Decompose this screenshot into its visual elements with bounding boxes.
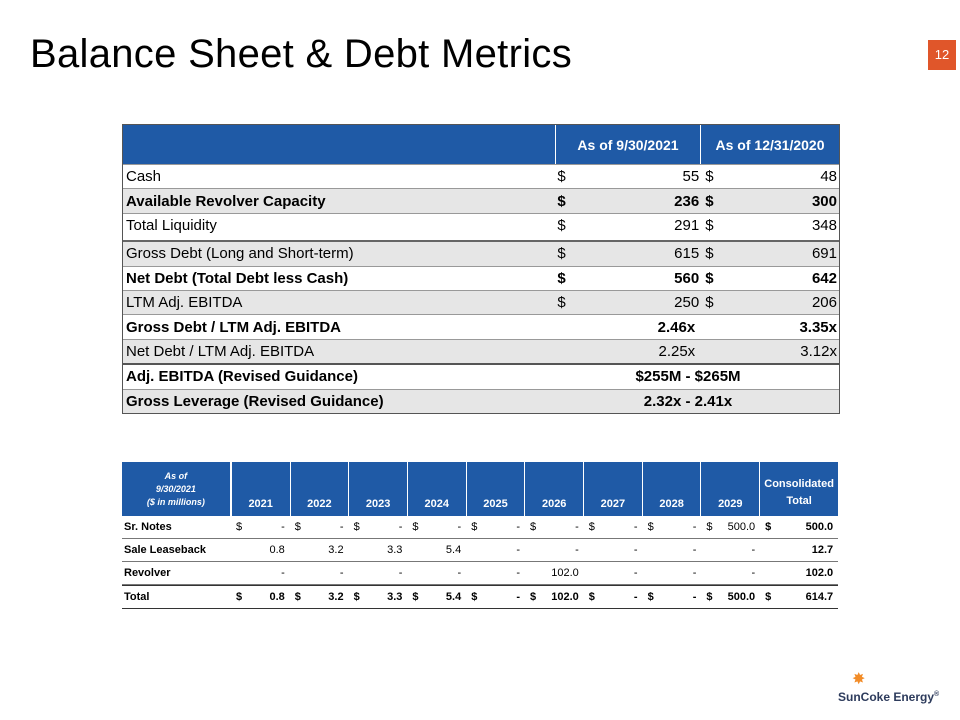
table-row bbox=[123, 164, 839, 188]
year-cell bbox=[524, 567, 583, 579]
value-2021: 560 bbox=[674, 269, 700, 287]
currency-symbol: $ bbox=[529, 591, 537, 603]
year-cell bbox=[465, 544, 524, 556]
consolidated-total-cell bbox=[759, 567, 837, 579]
cell-value: 102.0 bbox=[551, 567, 579, 579]
currency-symbol: $ bbox=[647, 521, 654, 533]
year-cell bbox=[348, 544, 407, 556]
cell-value: - bbox=[339, 567, 344, 579]
year-header: 2022 bbox=[291, 462, 350, 516]
value-2021: 55 bbox=[682, 168, 700, 186]
debt-maturity-table bbox=[122, 462, 838, 609]
row-label: Total bbox=[124, 591, 150, 603]
cell-value: 0.8 bbox=[269, 544, 285, 556]
consolidated-total-cell bbox=[759, 591, 837, 603]
currency-symbol: $ bbox=[353, 521, 360, 533]
currency-symbol: $ bbox=[557, 192, 566, 210]
currency-symbol: $ bbox=[705, 216, 714, 234]
cell-value: 3.2 bbox=[328, 544, 344, 556]
year-cell bbox=[700, 591, 759, 603]
year-cell bbox=[348, 521, 407, 533]
value-2020: 691 bbox=[811, 245, 837, 263]
cell-value: - bbox=[281, 521, 285, 533]
year-cell bbox=[524, 521, 583, 533]
cell-value: - bbox=[692, 567, 697, 579]
row-label: Cash bbox=[126, 168, 162, 186]
page-title: Balance Sheet & Debt Metrics bbox=[30, 32, 572, 76]
year-cell bbox=[289, 567, 348, 579]
value-2021: 2.25x bbox=[658, 342, 696, 360]
value-2021: 615 bbox=[674, 245, 700, 263]
cell-value: - bbox=[516, 544, 520, 556]
currency-symbol: $ bbox=[588, 591, 595, 603]
cell-value: - bbox=[516, 567, 520, 579]
currency-symbol: $ bbox=[705, 294, 714, 312]
table-row bbox=[122, 562, 838, 585]
cell-value: - bbox=[751, 567, 756, 579]
row-label: Net Debt / LTM Adj. EBITDA bbox=[126, 342, 315, 360]
year-cell bbox=[700, 544, 759, 556]
currency-symbol: $ bbox=[353, 591, 360, 603]
cell-value: - bbox=[457, 521, 462, 533]
year-cell bbox=[642, 544, 701, 556]
value-2021: 250 bbox=[674, 294, 700, 312]
value-2020: 48 bbox=[820, 168, 837, 186]
cell-value: 500.0 bbox=[727, 521, 756, 533]
registered-mark: ® bbox=[934, 691, 940, 698]
cell-value: - bbox=[398, 567, 403, 579]
currency-symbol: $ bbox=[412, 521, 419, 533]
currency-symbol: $ bbox=[236, 521, 243, 533]
cell-value: - bbox=[516, 521, 520, 533]
currency-symbol: $ bbox=[765, 591, 772, 603]
cell-value: 3.2 bbox=[328, 591, 344, 603]
table-row bbox=[123, 339, 839, 363]
guidance-value: $255M - $265M bbox=[635, 368, 741, 386]
year-header: 2028 bbox=[643, 462, 702, 516]
year-cell bbox=[465, 521, 524, 533]
row-label: Revolver bbox=[124, 567, 171, 579]
cell-value: - bbox=[575, 544, 579, 556]
guidance-label: Gross Leverage (Revised Guidance) bbox=[126, 392, 384, 410]
value-2020: 3.12x bbox=[800, 342, 837, 360]
table-row bbox=[122, 539, 838, 562]
asof-line: As of bbox=[164, 470, 188, 481]
cell-value: 0.8 bbox=[269, 591, 285, 603]
year-header: 2024 bbox=[408, 462, 467, 516]
currency-symbol: $ bbox=[557, 168, 566, 186]
header-col-2021: As of 9/30/2021 bbox=[555, 125, 700, 164]
cell-value: - bbox=[633, 591, 638, 603]
cell-value: 5.4 bbox=[445, 591, 462, 603]
value-2020: 3.35x bbox=[799, 318, 837, 336]
suncoke-logo bbox=[838, 672, 942, 712]
total-line: Total bbox=[786, 495, 812, 507]
cell-value: 3.3 bbox=[387, 591, 403, 603]
table-row bbox=[123, 188, 839, 212]
table-row bbox=[123, 266, 839, 290]
cell-value: - bbox=[633, 567, 638, 579]
cell-value: - bbox=[692, 521, 697, 533]
year-cell bbox=[406, 544, 465, 556]
currency-symbol: $ bbox=[529, 521, 537, 533]
year-cell bbox=[230, 521, 289, 533]
year-cell bbox=[289, 544, 348, 556]
header-blank-cell bbox=[123, 125, 555, 164]
row-label: Sale Leaseback bbox=[124, 544, 206, 556]
year-cell bbox=[642, 521, 701, 533]
currency-symbol: $ bbox=[294, 521, 301, 533]
currency-symbol: $ bbox=[236, 591, 243, 603]
cell-value: - bbox=[281, 567, 285, 579]
currency-symbol: $ bbox=[588, 521, 595, 533]
currency-symbol: $ bbox=[705, 269, 714, 287]
guidance-row bbox=[123, 389, 839, 413]
logo-text: SunCoke Energy bbox=[838, 690, 935, 704]
year-header: 2023 bbox=[349, 462, 408, 516]
cell-value: - bbox=[633, 544, 638, 556]
year-header: 2021 bbox=[232, 462, 291, 516]
year-header: 2025 bbox=[467, 462, 526, 516]
consolidated-total-cell bbox=[759, 544, 837, 556]
consolidated-line: Consolidated bbox=[764, 478, 834, 490]
asof-date: 9/30/2021 bbox=[155, 483, 196, 494]
page-number-badge: 12 bbox=[928, 40, 956, 70]
cell-value: 102.0 bbox=[805, 567, 834, 579]
liquidity-table bbox=[122, 124, 840, 414]
row-label: LTM Adj. EBITDA bbox=[126, 294, 243, 312]
year-cell bbox=[642, 567, 701, 579]
row-label: Total Liquidity bbox=[126, 216, 217, 234]
year-cell bbox=[700, 521, 759, 533]
year-header: 2027 bbox=[584, 462, 643, 516]
value-2020: 642 bbox=[811, 269, 837, 287]
year-cell bbox=[524, 591, 583, 603]
row-label: Sr. Notes bbox=[124, 521, 172, 533]
currency-symbol: $ bbox=[705, 192, 714, 210]
row-label: Available Revolver Capacity bbox=[126, 192, 326, 210]
currency-symbol: $ bbox=[706, 521, 713, 533]
year-cell bbox=[642, 591, 701, 603]
cell-value: 102.0 bbox=[551, 591, 579, 603]
row-label: Gross Debt / LTM Adj. EBITDA bbox=[126, 318, 342, 336]
cell-value: - bbox=[516, 591, 520, 603]
cell-value: - bbox=[398, 521, 403, 533]
asof-units: ($ in millions) bbox=[146, 496, 205, 507]
currency-symbol: $ bbox=[557, 245, 566, 263]
year-cell bbox=[289, 521, 348, 533]
value-2020: 206 bbox=[811, 294, 837, 312]
cell-value: 500.0 bbox=[805, 521, 834, 533]
maturity-table-header bbox=[122, 462, 838, 516]
value-2021: 2.46x bbox=[657, 318, 696, 336]
currency-symbol: $ bbox=[557, 216, 566, 234]
consolidated-total-header bbox=[760, 462, 838, 516]
guidance-row bbox=[123, 363, 839, 388]
asof-header bbox=[122, 462, 232, 516]
currency-symbol: $ bbox=[765, 521, 772, 533]
year-cell bbox=[406, 521, 465, 533]
currency-symbol: $ bbox=[471, 521, 478, 533]
currency-symbol: $ bbox=[557, 269, 566, 287]
cell-value: - bbox=[692, 544, 697, 556]
cell-value: 614.7 bbox=[805, 591, 834, 603]
logo-wordmark bbox=[838, 690, 939, 704]
table-row bbox=[122, 516, 838, 539]
table-row bbox=[123, 240, 839, 265]
currency-symbol: $ bbox=[294, 591, 301, 603]
liquidity-table-header bbox=[123, 125, 839, 164]
value-2020: 300 bbox=[811, 192, 837, 210]
year-cell bbox=[406, 591, 465, 603]
header-col-2020: As of 12/31/2020 bbox=[700, 125, 839, 164]
cell-value: - bbox=[457, 567, 462, 579]
currency-symbol: $ bbox=[647, 591, 654, 603]
year-cell bbox=[583, 567, 642, 579]
cell-value: 500.0 bbox=[727, 591, 756, 603]
table-row bbox=[123, 213, 839, 237]
value-2020: 348 bbox=[811, 216, 837, 234]
currency-symbol: $ bbox=[557, 294, 566, 312]
year-cell bbox=[406, 567, 465, 579]
cell-value: - bbox=[575, 521, 579, 533]
year-cell bbox=[583, 591, 642, 603]
year-cell bbox=[230, 567, 289, 579]
value-2021: 291 bbox=[674, 216, 700, 234]
table-row bbox=[123, 314, 839, 338]
cell-value: 12.7 bbox=[811, 544, 834, 556]
year-cell bbox=[348, 591, 407, 603]
year-cell bbox=[230, 591, 289, 603]
cell-value: - bbox=[751, 544, 756, 556]
cell-value: 3.3 bbox=[387, 544, 403, 556]
year-cell bbox=[700, 567, 759, 579]
currency-symbol: $ bbox=[471, 591, 478, 603]
maturity-table-body bbox=[122, 516, 838, 609]
currency-symbol: $ bbox=[705, 168, 714, 186]
cell-value: - bbox=[633, 521, 638, 533]
year-cell bbox=[230, 544, 289, 556]
cell-value: 5.4 bbox=[445, 544, 462, 556]
year-cell bbox=[289, 591, 348, 603]
row-label: Gross Debt (Long and Short-term) bbox=[126, 245, 354, 263]
cell-value: - bbox=[339, 521, 344, 533]
year-cell bbox=[524, 544, 583, 556]
currency-symbol: $ bbox=[412, 591, 419, 603]
cell-value: - bbox=[692, 591, 697, 603]
year-cell bbox=[465, 567, 524, 579]
guidance-label: Adj. EBITDA (Revised Guidance) bbox=[126, 368, 358, 386]
year-cell bbox=[465, 591, 524, 603]
year-cell bbox=[348, 567, 407, 579]
currency-symbol: $ bbox=[706, 591, 713, 603]
currency-symbol: $ bbox=[705, 245, 714, 263]
year-cell bbox=[583, 544, 642, 556]
consolidated-total-cell bbox=[759, 521, 837, 533]
row-label: Net Debt (Total Debt less Cash) bbox=[126, 269, 349, 287]
value-2021: 236 bbox=[674, 192, 700, 210]
sun-logo-icon: ✸ bbox=[852, 671, 866, 688]
year-header: 2026 bbox=[525, 462, 584, 516]
table-row bbox=[122, 585, 838, 609]
guidance-value: 2.32x - 2.41x bbox=[643, 392, 733, 410]
year-header: 2029 bbox=[701, 462, 760, 516]
year-cell bbox=[583, 521, 642, 533]
table-row bbox=[123, 290, 839, 314]
